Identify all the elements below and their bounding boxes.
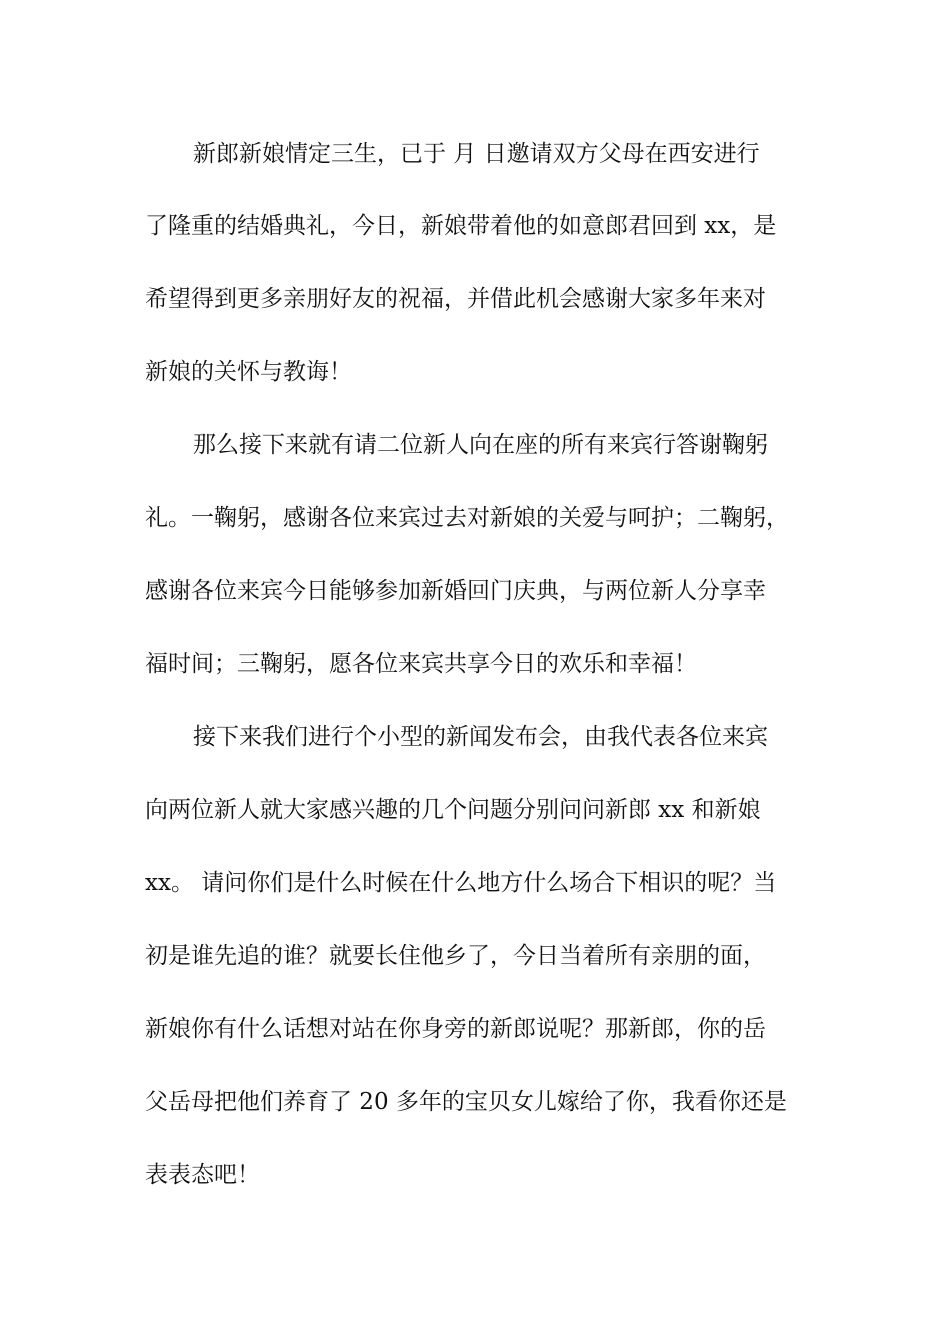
paragraph-1-line-3: 希望得到更多亲朋好友的祝福，并借此机会感谢大家多年来对 [145,286,766,312]
paragraph-2-line-1: 那么接下来就有请二位新人向在座的所有来宾行答谢鞠躬 [193,432,768,458]
paragraph-3-line-4: 初是谁先追的谁？就要长住他乡了，今日当着所有亲朋的面， [145,943,766,969]
paragraph-3-line-1: 接下来我们进行个小型的新闻发布会，由我代表各位来宾 [193,724,768,750]
paragraph-3-line-5: 新娘你有什么话想对站在你身旁的新郎说呢？那新郎，你的岳 [145,1016,766,1042]
paragraph-1-line-4: 新娘的关怀与教诲！ [145,359,352,385]
paragraph-3-line-7: 表表态吧！ [145,1162,260,1188]
paragraph-2-line-4: 福时间；三鞠躬，愿各位来宾共享今日的欢乐和幸福！ [145,651,697,677]
paragraph-3-line-6: 父岳母把他们养育了 20 多年的宝贝女儿嫁给了你，我看你还是 [145,1089,787,1115]
paragraph-2-line-2: 礼。一鞠躬，感谢各位来宾过去对新娘的关爱与呵护；二鞠躬， [145,505,789,531]
paragraph-3-line-3: xx。 请问你们是什么时候在什么地方什么场合下相识的呢？当 [145,870,777,896]
paragraph-1-line-2: 了隆重的结婚典礼，今日，新娘带着他的如意郎君回到 xx，是 [145,213,777,239]
paragraph-2-line-3: 感谢各位来宾今日能够参加新婚回门庆典，与两位新人分享幸 [145,578,766,604]
paragraph-1-line-1: 新郎新娘情定三生，已于 月 日邀请双方父母在西安进行 [193,141,760,167]
paragraph-3-line-2: 向两位新人就大家感兴趣的几个问题分别问问新郎 xx 和新娘 [145,797,761,823]
